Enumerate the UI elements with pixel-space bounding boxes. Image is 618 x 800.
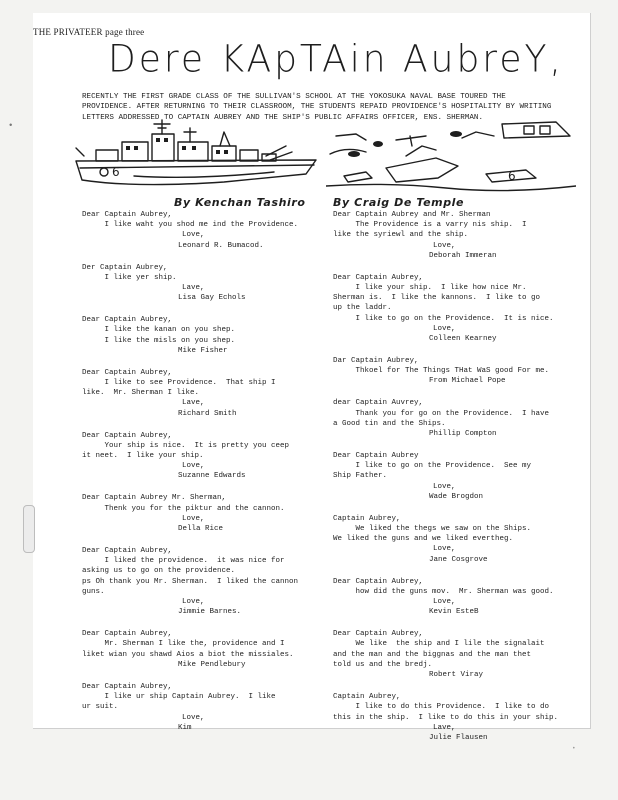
letter (333, 577, 578, 618)
letter (333, 629, 578, 680)
letter-salutation: Dear Captain Aubrey, (82, 547, 173, 556)
letter (82, 629, 332, 670)
letter-salutation: Dear Captain Aubrey, (82, 368, 173, 377)
letter-signature: Lisa Gay Echols (178, 294, 246, 303)
letter-body-line: We liked the guns and we liked evertheg. (333, 535, 514, 544)
byline-left: By Kenchan Tashiro (174, 196, 306, 209)
letter-signature: Suzanne Edwards (178, 472, 246, 481)
letter (82, 210, 332, 251)
letter-body-line: I like to do this Providence. I like to do (333, 703, 550, 712)
letter-signature: Kevin EsteB (429, 608, 479, 617)
letter-closing: Lave, (433, 723, 456, 732)
letter (333, 356, 578, 387)
handwritten-title: Dere KApTAin AubreY, (108, 38, 564, 82)
letter-body-line: and the man and the biggnas and the man thet (333, 650, 532, 659)
letter (82, 493, 332, 534)
letter-signature: Julie Flausen (429, 733, 488, 742)
letter-closing: Love, (182, 462, 205, 471)
letter-salutation: Dear Captain Aubrey and Mr. Sherman (333, 211, 491, 219)
letter-closing: Lave, (182, 284, 205, 293)
hull-number-left: 6 (112, 165, 120, 179)
ship-drawing-right (326, 116, 576, 196)
letter-salutation: Dear Captain Aubrey, (82, 211, 173, 219)
letter-signature: Robert Viray (429, 671, 484, 680)
letter-salutation: Dear Captain Aubrey Mr. Sherman, (82, 494, 227, 503)
letter-body-line: ur suit. (82, 703, 119, 712)
letter-signature: Della Rice (178, 525, 224, 534)
letter-salutation: Dear Captain Aubrey, (333, 630, 424, 639)
letter (82, 263, 332, 304)
letter-body-line: I like the misls on you shep. (82, 336, 236, 345)
letter (82, 368, 332, 419)
letter-body-line: Sherman is. I like the kannons. I like to go (333, 294, 541, 303)
letter-body-line: a Good tin and the Ships. (333, 419, 446, 428)
letter-body-line: liket wian you shawd Aios a biot the missiales. (82, 650, 294, 659)
letter-closing: Love, (182, 598, 205, 607)
letter-signature: Colleen Kearney (429, 335, 497, 344)
letter-body-line: I like the kanan on you shep. (82, 326, 236, 335)
submarine-body (386, 158, 458, 182)
letter-body-line: Thank you for go on the Providence. I have (333, 409, 550, 418)
letter-body-line: like the syriewl and the ship. (333, 231, 469, 240)
letter (333, 514, 578, 565)
letter-closing: Love, (182, 514, 205, 523)
letter-body-line: Thenk you for the piktur and the cannon. (82, 504, 285, 513)
letter-salutation: Dear Captain Aubrey, (82, 431, 173, 440)
letter-body-line: We liked the thegs we saw on the Ships. (333, 525, 532, 534)
margin-mark: • (572, 745, 576, 752)
letter (333, 210, 578, 261)
letter-body-line: Mr. Sherman I like the, providence and I (82, 640, 285, 649)
letter-salutation: Dar Captain Aubrey, (333, 357, 419, 366)
letter-signature: Jane Cosgrove (429, 555, 488, 564)
letter-body-line: how did the guns mov. Mr. Sherman was good. (333, 587, 554, 596)
letter-closing: Lave, (182, 399, 205, 408)
letter-body-line: The Providence is a varry nis ship. I (333, 221, 527, 230)
page-header: THE PRIVATEER page three (33, 27, 145, 37)
binder-staple (23, 505, 35, 553)
letter-body-line: asking us to go on the providence. (82, 567, 236, 576)
letter-body-line: guns. (82, 587, 105, 596)
letter-closing: Love, (433, 241, 456, 250)
letter-signature: Deborah Immeran (429, 251, 497, 260)
letter-body-line: Ship Father. (333, 472, 388, 481)
letter-salutation: Dear Captain Aubrey, (333, 273, 424, 282)
letter-closing: Love, (433, 482, 456, 491)
letter-body-line: Your ship is nice. It is pretty you ceep (82, 441, 290, 450)
letter-salutation: Captain Aubrey, (333, 693, 401, 702)
letter-salutation: Dear Captain Aubrey (333, 452, 419, 461)
letter (333, 273, 578, 344)
letters-column-left (82, 210, 332, 745)
letter-body-line: I like yer ship. (82, 273, 177, 282)
letter-signature: Mike Fisher (178, 346, 228, 355)
letter-signature: Kim (178, 723, 192, 732)
letter-body-line: told us and the bredj. (333, 660, 433, 669)
letter (333, 451, 578, 502)
letter (82, 431, 332, 482)
letter-body-line: I like ur ship Captain Aubrey. I like (82, 693, 276, 702)
letter-body-line: like. Mr. Sherman I like. (82, 389, 200, 398)
letter-body-line: Thkoel for The Things THat WaS good For me. (333, 367, 550, 376)
letter-signature: Wade Brogdon (429, 492, 484, 501)
letter-salutation: Dear Captain Aubrey, (82, 316, 173, 325)
letter (82, 682, 332, 733)
letter-salutation: dear Captain Auvrey, (333, 399, 424, 408)
letter-body-line: I like to go on the Providence. See my (333, 462, 532, 471)
letter-body-line: this in the ship. I like to do this in your ship. (333, 713, 559, 722)
letter (82, 315, 332, 356)
margin-mark: • (8, 121, 14, 131)
letter-salutation: Dear Captain Aubrey, (82, 682, 173, 691)
letter-closing: Love, (182, 231, 205, 240)
letter (333, 398, 578, 439)
letter (82, 546, 332, 617)
letter-signature: Mike Pendlebury (178, 660, 246, 669)
letter-body-line: I like to go on the Providence. It is nice. (333, 314, 554, 323)
letter-signature: Jimmie Barnes. (178, 608, 242, 617)
hull-number-right: 6 (508, 169, 516, 183)
letter-signature: From Michael Pope (429, 377, 506, 386)
byline-right: By Craig De Temple (333, 196, 465, 209)
letter-body-line: I like waht you shod me ind the Providence. (82, 221, 299, 230)
letter-body-line: We like the ship and I lile the signalait (333, 640, 545, 649)
letter-signature: Phillip Compton (429, 430, 497, 439)
letter-body-line: up the laddr. (333, 304, 392, 313)
letter-salutation: Dear Captain Aubrey, (82, 630, 173, 639)
letter-closing: Love, (433, 324, 456, 333)
intro-paragraph: RECENTLY THE FIRST GRADE CLASS OF THE SULLIVAN'S SCHOOL AT THE YOKOSUKA NAVAL BASE TOURED THE PROVIDENCE. AFTER RETURNING TO THEIR CLASSROOM, THE STUDENTS REPAID PROVIDENCE'S HOSPITALITY BY WRITING LETTERS ADDRESSED TO CAPTAIN AUBREY AND THE SHIP'S PUBLIC AFFAIRS OFFICER, ENS. SHERMAN. (82, 93, 552, 122)
letter-closing: Love, (433, 598, 456, 607)
letter-signature: Richard Smith (178, 409, 237, 418)
letter-salutation: Der Captain Aubrey, (82, 263, 168, 272)
letter-body-line: I like your ship. I like how nice Mr. (333, 284, 527, 293)
letter-salutation: Dear Captain Aubrey, (333, 577, 424, 586)
ship-drawing-left (74, 116, 320, 196)
letter-closing: Love, (182, 713, 205, 722)
letter-closing: Love, (433, 545, 456, 554)
letter (333, 692, 578, 743)
letter-body-line: I liked the providence. it was nice for (82, 557, 285, 566)
letter-body-line: it neet. I like your ship. (82, 452, 204, 461)
letter-salutation: Captain Aubrey, (333, 514, 401, 523)
letter-body-line: ps Oh thank you Mr. Sherman. I liked the cannon (82, 577, 299, 586)
letters-column-right (333, 210, 578, 755)
letter-body-line: I like to see Providence. That ship I (82, 379, 276, 388)
letter-signature: Leonard R. Bumacod. (178, 241, 264, 250)
